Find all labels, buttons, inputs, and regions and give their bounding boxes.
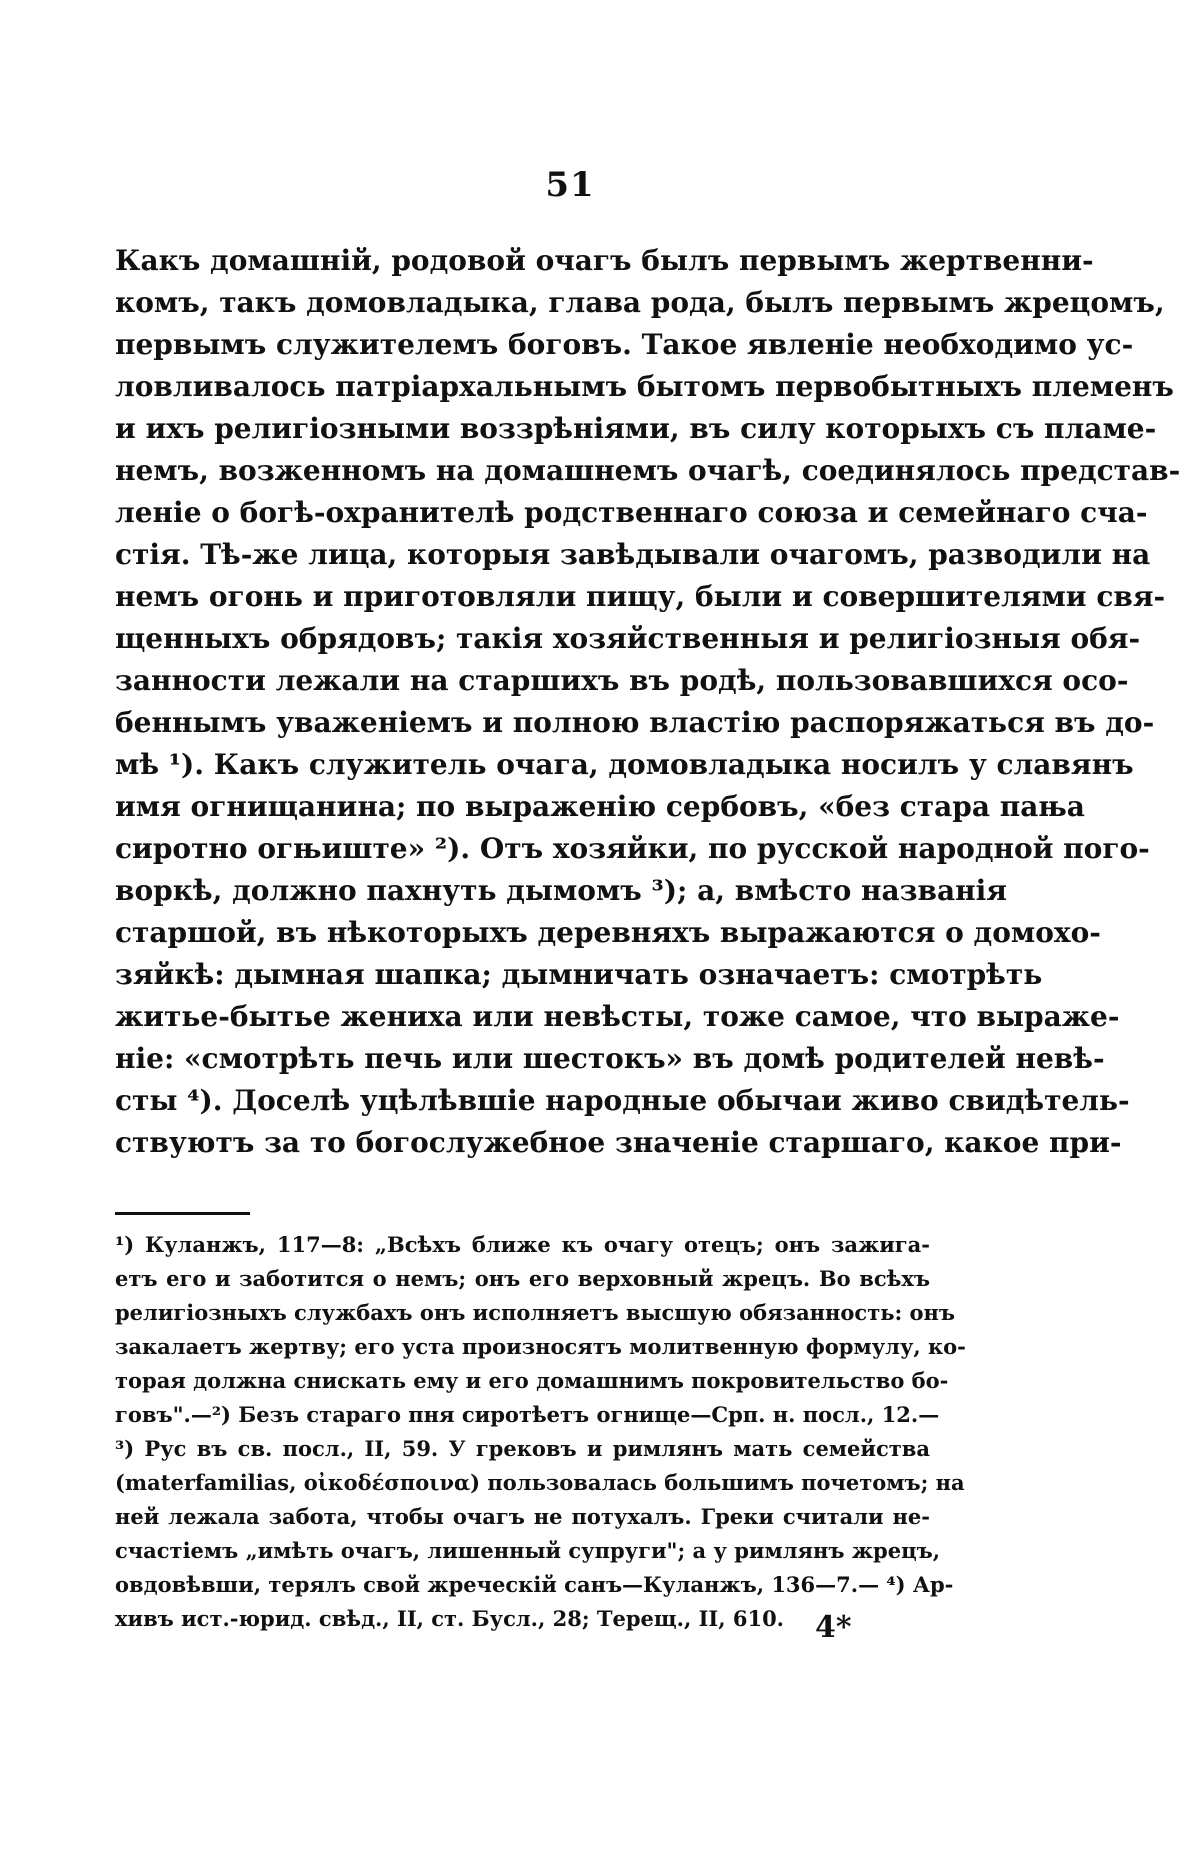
text-line: комъ, такъ домовладыка, глава рода, былъ первымъ жрецомъ, [115,286,1165,319]
footnote-line: хивъ ист.-юрид. свѣд., II, ст. Бусл., 28; Терещ., II, 610. [115,1606,784,1631]
text-line: зяйкѣ: дымная шапка; дымничать означаетъ: смотрѣть [115,958,1043,991]
text-line: щенныхъ обрядовъ; такія хозяйственныя и религіозныя обя- [115,622,1141,655]
footnote-line: ней лежала забота, чтобы очагъ не потухалъ. Греки считали не- [115,1504,930,1529]
text-line: сиротно огњиште» ²). Отъ хозяйки, по русской народной пого- [115,832,1150,865]
text-line: ловливалось патріархальнымъ бытомъ первобытныхъ племенъ [115,370,1174,403]
text-line: Какъ домашній, родовой очагъ былъ первымъ жертвенни- [115,244,1094,277]
text-line: леніе о богѣ-охранителѣ родственнаго союза и семейнаго сча- [115,496,1148,529]
printer-signature: 4* [815,1610,852,1645]
page-number: 51 [545,165,595,205]
text-line: занности лежали на старшихъ въ родѣ, пользовавшихся осо- [115,664,1129,697]
footnote-line: счастіемъ „имѣть очагъ, лишенный супруги"; а у римлянъ жрецъ, [115,1538,941,1563]
text-line: стія. Тѣ-же лица, которыя завѣдывали очагомъ, разводили на [115,538,1151,571]
footnote-divider [115,1212,250,1215]
main-text [115,240,1180,1164]
footnote-line: етъ его и заботится о немъ; онъ его верховный жрецъ. Во всѣхъ [115,1266,930,1291]
text-line: имя огнищанина; по выраженію сербовъ, «без стара пања [115,790,1085,823]
text-line: немъ, возженномъ на домашнемъ очагѣ, соединялось представ- [115,454,1180,487]
text-line: житье-бытье жениха или невѣсты, тоже самое, что выраже- [115,1000,1120,1033]
text-line: и ихъ религіозными воззрѣніями, въ силу которыхъ съ пламе- [115,412,1157,445]
text-line: первымъ служителемъ боговъ. Такое явленіе необходимо ус- [115,328,1134,361]
footnotes [115,1228,966,1636]
text-line: старшой, въ нѣкоторыхъ деревняхъ выражаются о домохо- [115,916,1101,949]
footnote-line: овдовѣвши, терялъ свой жреческій санъ—Куланжъ, 136—7.— ⁴) Ар- [115,1572,954,1597]
text-line: беннымъ уваженіемъ и полною властію распоряжаться въ до- [115,706,1155,739]
footnote-line: ¹) Куланжъ, 117—8: „Всѣхъ ближе къ очагу отецъ; онъ зажига- [115,1232,930,1257]
text-line: немъ огонь и приготовляли пищу, были и совершителями свя- [115,580,1166,613]
footnote-line: говъ".—²) Безъ стараго пня сиротѣетъ огнище—Срп. н. посл., 12.— [115,1402,940,1427]
footnote-line: (materfamilias, οἰκοδέσποινα) пользовалась большимъ почетомъ; на [115,1470,965,1495]
footnote-line: ³) Рус въ св. посл., II, 59. У грековъ и римлянъ мать семейства [115,1436,930,1461]
text-line: воркѣ, должно пахнуть дымомъ ³); а, вмѣсто названія [115,874,1007,907]
footnote-line: торая должна снискать ему и его домашнимъ покровительство бо- [115,1368,949,1393]
text-line: ствуютъ за то богослужебное значеніе старшаго, какое при- [115,1126,1122,1159]
footnote-line: религіозныхъ службахъ онъ исполняетъ высшую обязанность: онъ [115,1300,956,1325]
text-line: сты ⁴). Доселѣ уцѣлѣвшіе народные обычаи живо свидѣтель- [115,1084,1130,1117]
footnote-line: закалаетъ жертву; его уста произносятъ молитвенную формулу, ко- [115,1334,966,1359]
text-line: ніе: «смотрѣть печь или шестокъ» въ домѣ родителей невѣ- [115,1042,1105,1075]
text-line: мѣ ¹). Какъ служитель очага, домовладыка носилъ у славянъ [115,748,1134,781]
